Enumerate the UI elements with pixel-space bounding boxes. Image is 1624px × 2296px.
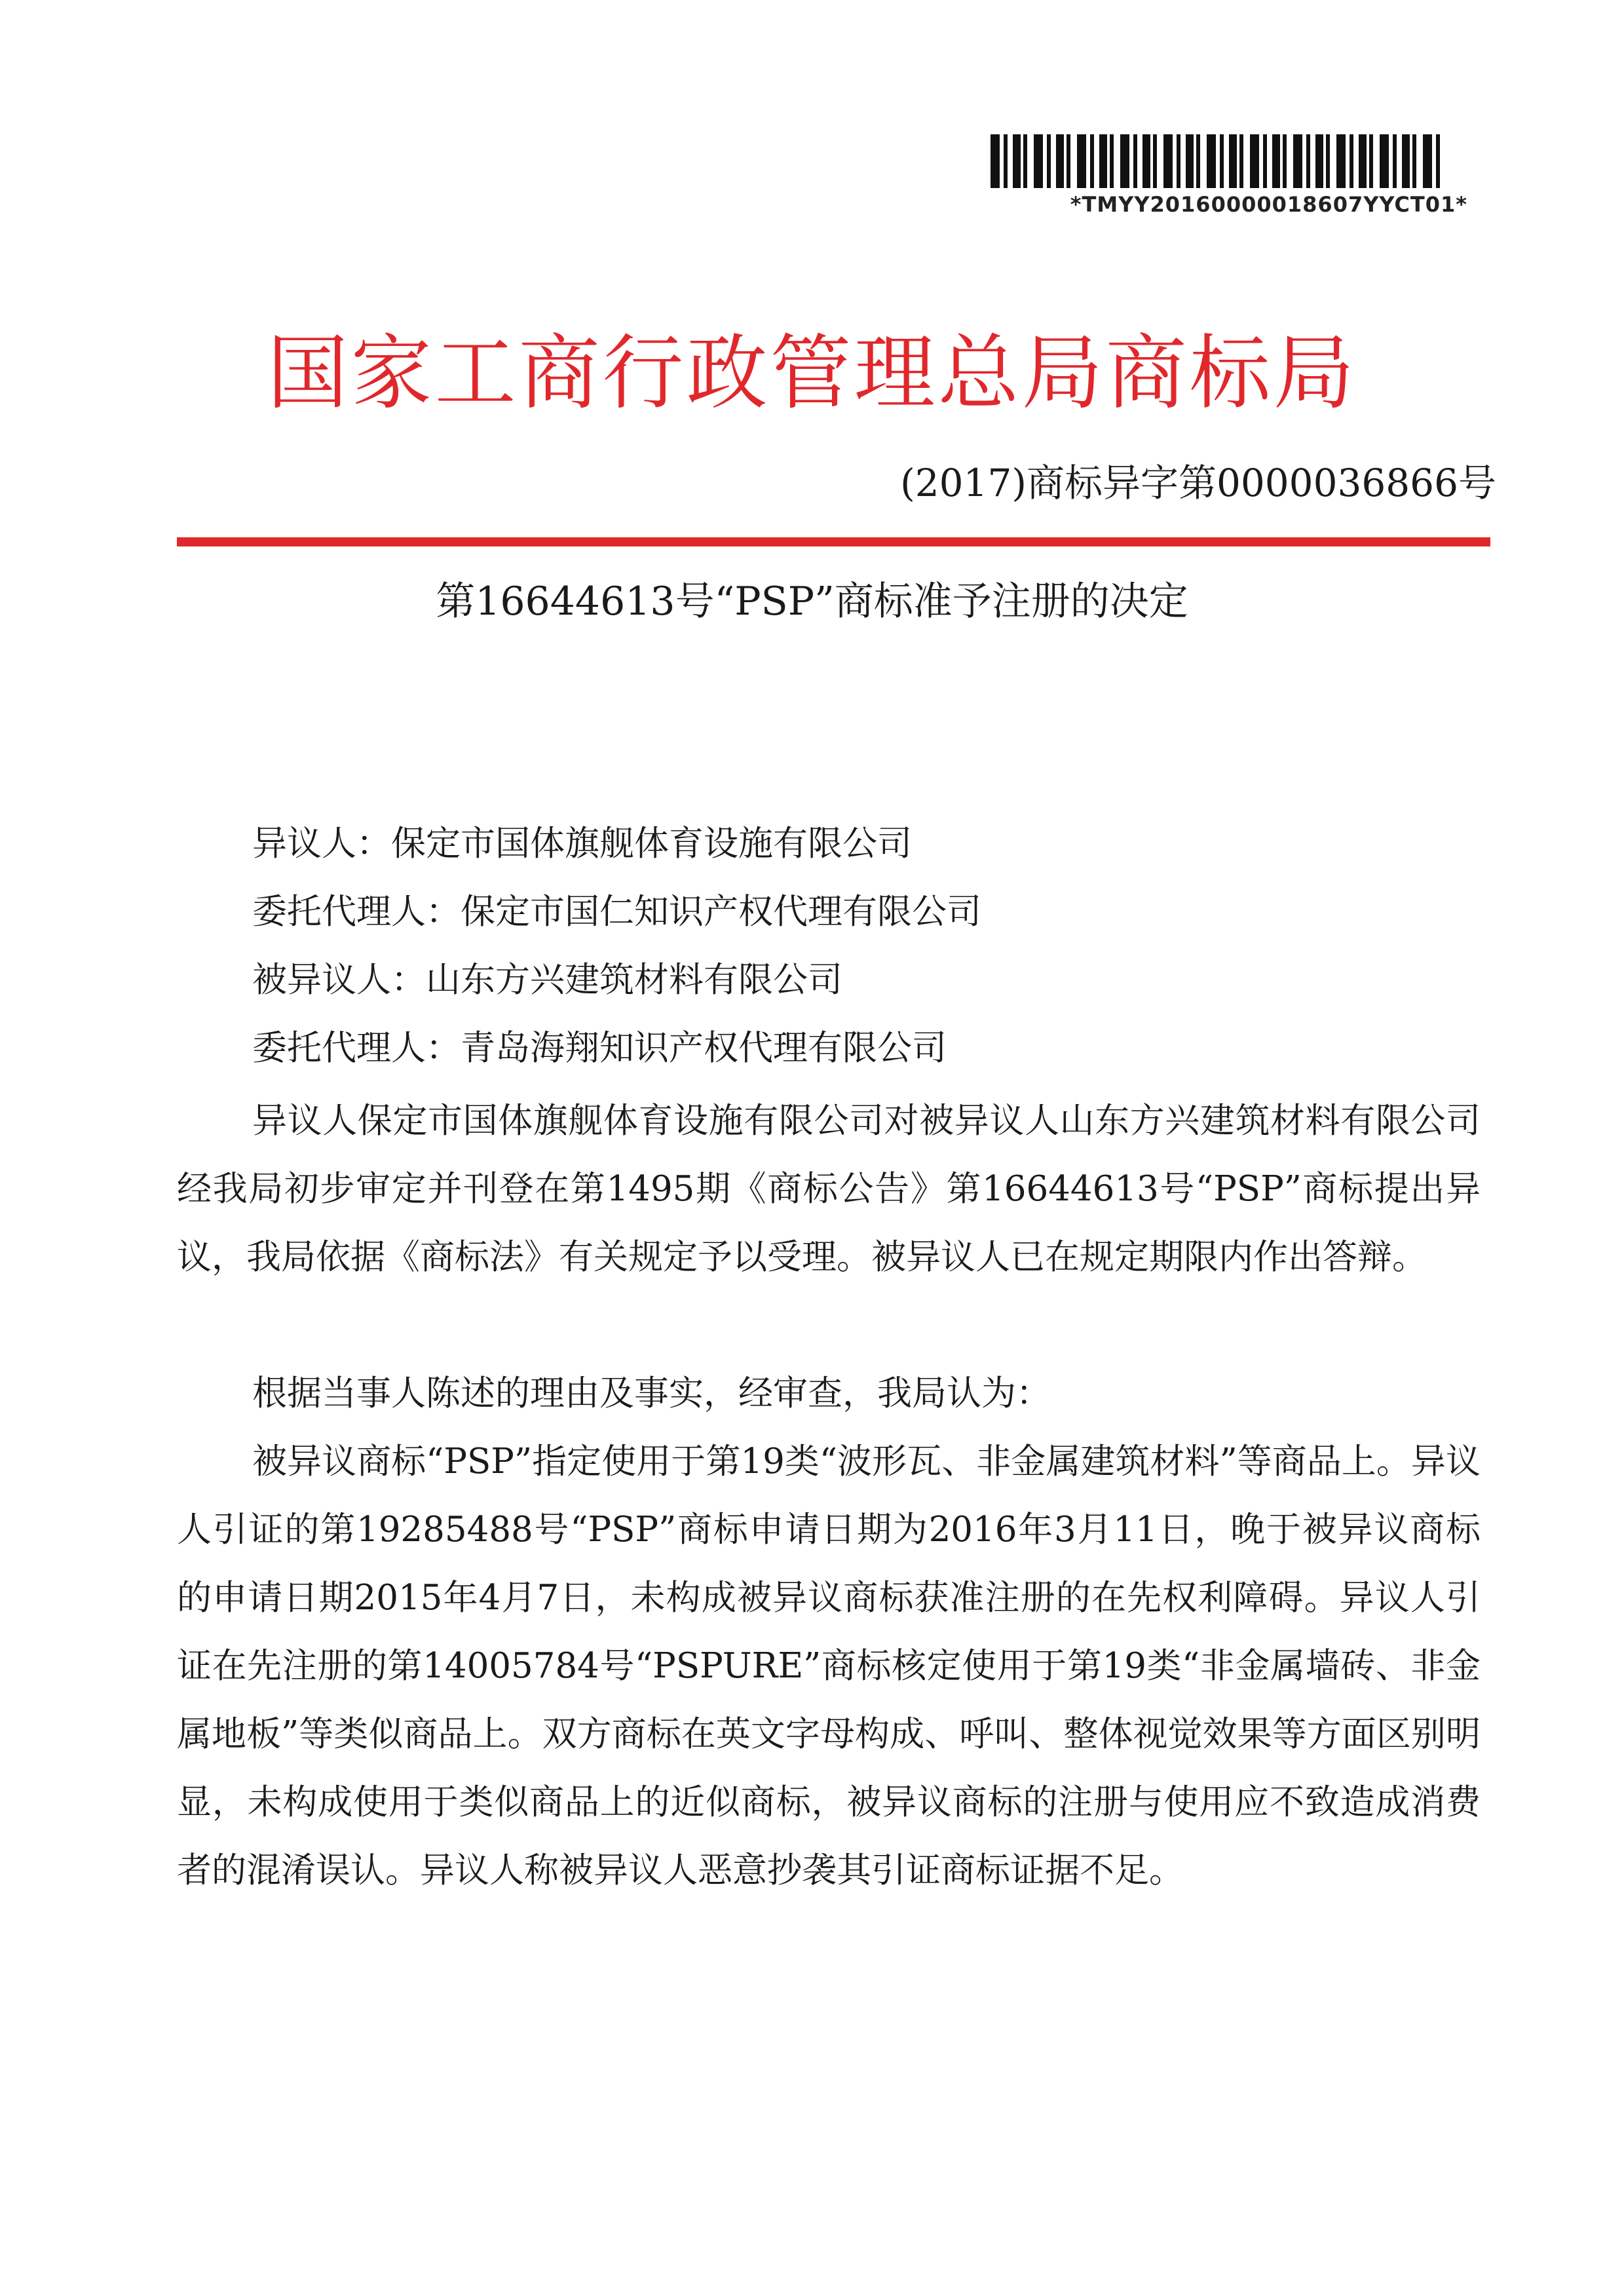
red-divider — [177, 537, 1490, 546]
body-paragraph-3: 被异议商标“PSP”指定使用于第19类“波形瓦、非金属建筑材料”等商品上。异议人引证的第19285488号“PSP”商标申请日期为2016年3月11日，晚于被异议商标的申请日期2015年4月7日，未构成被异议商标获准注册的在先权利障碍。异议人引证在先注册的第14005784号“PSPURE”商标核定使用于第19类“非金属墙砖、非金属地板”等类似商品上。双方商标在英文字母构成、呼叫、整体视觉效果等方面区别明显，未构成使用于类似商品上的近似商标，被异议商标的注册与使用应不致造成消费者的混淆误认。异议人称被异议人恶意抄袭其引证商标证据不足。 — [177, 1442, 1481, 1890]
barcode — [991, 134, 1443, 188]
body-paragraph-1: 异议人保定市国体旗舰体育设施有限公司对被异议人山东方兴建筑材料有限公司经我局初步审定并刊登在第1495期《商标公告》第16644613号“PSP”商标提出异议，我局依据《商标法》有关规定予以受理。被异议人已在规定期限内作出答辩。 — [177, 1101, 1481, 1277]
opponent-agent: 委托代理人：保定市国仁知识产权代理有限公司 — [252, 892, 981, 932]
decision-title: 第16644613号“PSP”商标准予注册的决定 — [436, 579, 1188, 624]
opponent: 异议人：保定市国体旗舰体育设施有限公司 — [252, 824, 912, 864]
agency-heading: 国家工商行政管理总局商标局 — [267, 326, 1357, 421]
respondent-agent: 委托代理人：青岛海翔知识产权代理有限公司 — [252, 1028, 947, 1068]
body-paragraph-2: 根据当事人陈述的理由及事实，经审查，我局认为： — [252, 1373, 1051, 1413]
respondent: 被异议人：山东方兴建筑材料有限公司 — [252, 960, 842, 1000]
document-number: (2017)商标异字第0000036866号 — [900, 461, 1496, 505]
barcode-text: *TMYY20160000018607YYCT01* — [1070, 192, 1467, 217]
barcode-block — [983, 134, 1467, 217]
